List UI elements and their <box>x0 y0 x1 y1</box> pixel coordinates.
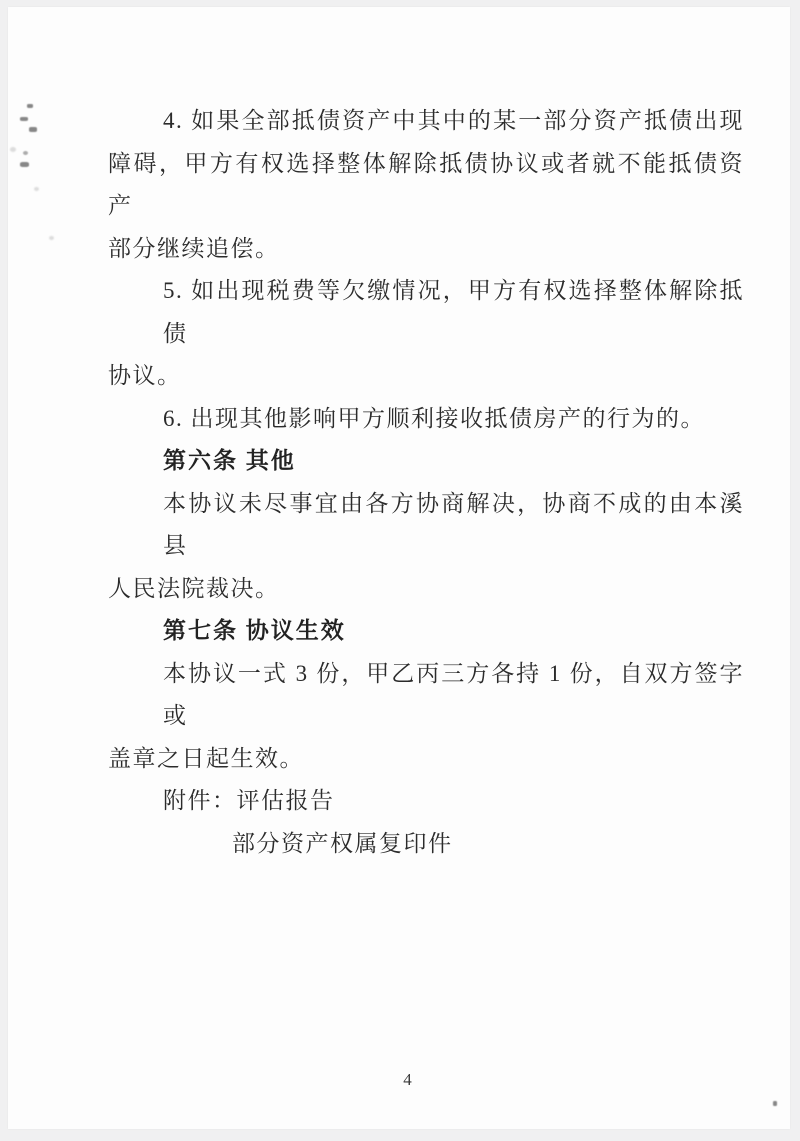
scan-speck <box>20 117 28 121</box>
scan-speck <box>773 1101 777 1106</box>
clause-4-line-1: 4. 如果全部抵债资产中其中的某一部分资产抵债出现 <box>163 108 744 133</box>
attachment-line-1: 附件：评估报告 <box>163 788 335 813</box>
article-6-body-line-1: 本协议未尽事宜由各方协商解决，协商不成的由本溪县 <box>163 490 744 558</box>
article-7-body-line-1: 本协议一式 3 份，甲乙丙三方各持 1 份，自双方签字或 <box>163 660 744 728</box>
scan-speck <box>10 147 16 152</box>
scan-speck <box>23 151 28 155</box>
clause-4-line-3: 部分继续追偿。 <box>108 235 280 261</box>
scan-speck <box>29 127 37 132</box>
section-heading-article-7: 第七条 协议生效 <box>163 618 346 643</box>
clause-6-line: 6. 出现其他影响甲方顺利接收抵债房产的行为的。 <box>163 405 705 431</box>
scan-speck <box>20 162 29 167</box>
clause-4-line-2: 障碍，甲方有权选择整体解除抵债协议或者就不能抵债资产 <box>108 150 744 218</box>
clause-5-line-2: 协议。 <box>108 363 182 388</box>
scan-speck <box>27 104 33 108</box>
scan-speck <box>49 236 54 240</box>
article-6-body-line-2: 人民法院裁决。 <box>108 575 280 601</box>
scan-speck <box>34 187 39 191</box>
document-body <box>108 100 744 865</box>
section-heading-article-6: 第六条 其他 <box>163 448 296 473</box>
attachment-line-2: 部分资产权属复印件 <box>232 830 453 856</box>
page-number: 4 <box>403 1070 413 1089</box>
article-7-body-line-2: 盖章之日起生效。 <box>108 745 304 771</box>
clause-5-line-1: 5. 如出现税费等欠缴情况，甲方有权选择整体解除抵债 <box>163 278 744 346</box>
document-page <box>8 7 790 1129</box>
